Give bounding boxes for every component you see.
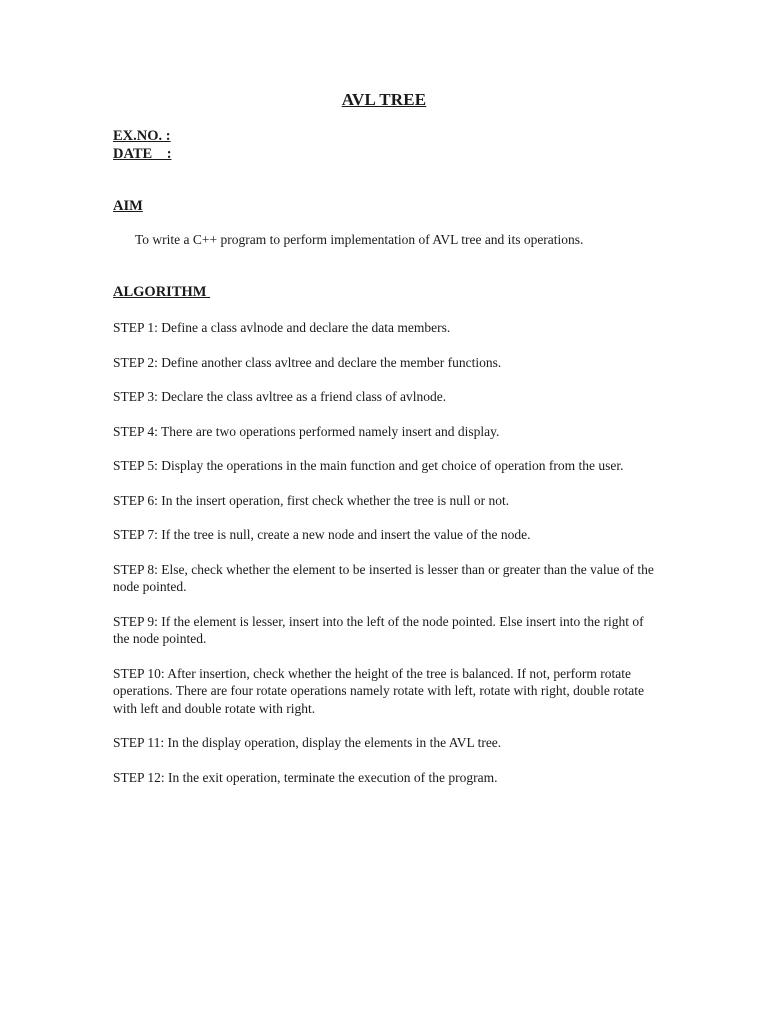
aim-heading: AIM <box>113 198 143 214</box>
step-11: STEP 11: In the display operation, display the elements in the AVL tree. <box>113 735 502 750</box>
step-12: STEP 12: In the exit operation, terminate the execution of the program. <box>113 769 498 785</box>
document-title: AVL TREE <box>341 90 427 109</box>
date-label: DATE : <box>113 146 172 162</box>
step-3: STEP 3: Declare the class avltree as a friend class of avlnode. <box>113 389 447 404</box>
step-9: STEP 9: If the element is lesser, insert into the left of the node pointed. Else insert into the right of the node pointed. <box>113 613 644 646</box>
aim-text: To write a C++ program to perform implementation of AVL tree and its operations. <box>135 232 584 247</box>
step-4: STEP 4: There are two operations performed namely insert and display. <box>113 423 500 439</box>
step-7: STEP 7: If the tree is null, create a new node and insert the value of the node. <box>113 527 531 542</box>
step-5: STEP 5: Display the operations in the main function and get choice of operation from the user. <box>113 458 624 473</box>
step-6: STEP 6: In the insert operation, first check whether the tree is null or not. <box>113 492 510 508</box>
ex-no-label: EX.NO. : <box>113 128 171 144</box>
step-2: STEP 2: Define another class avltree and declare the member functions. <box>113 354 502 370</box>
step-10: STEP 10: After insertion, check whether the height of the tree is balanced. If not, perform rotate operations. There are four rotate operations namely rotate with left, rotate with right, double rotate with left and double rotate with right. <box>113 665 644 716</box>
step-8: STEP 8: Else, check whether the element to be inserted is lesser than or greater than the value of the node pointed. <box>113 561 654 594</box>
algorithm-steps <box>113 319 658 803</box>
step-1: STEP 1: Define a class avlnode and declare the data members. <box>113 320 451 335</box>
algorithm-heading: ALGORITHM <box>113 284 211 300</box>
